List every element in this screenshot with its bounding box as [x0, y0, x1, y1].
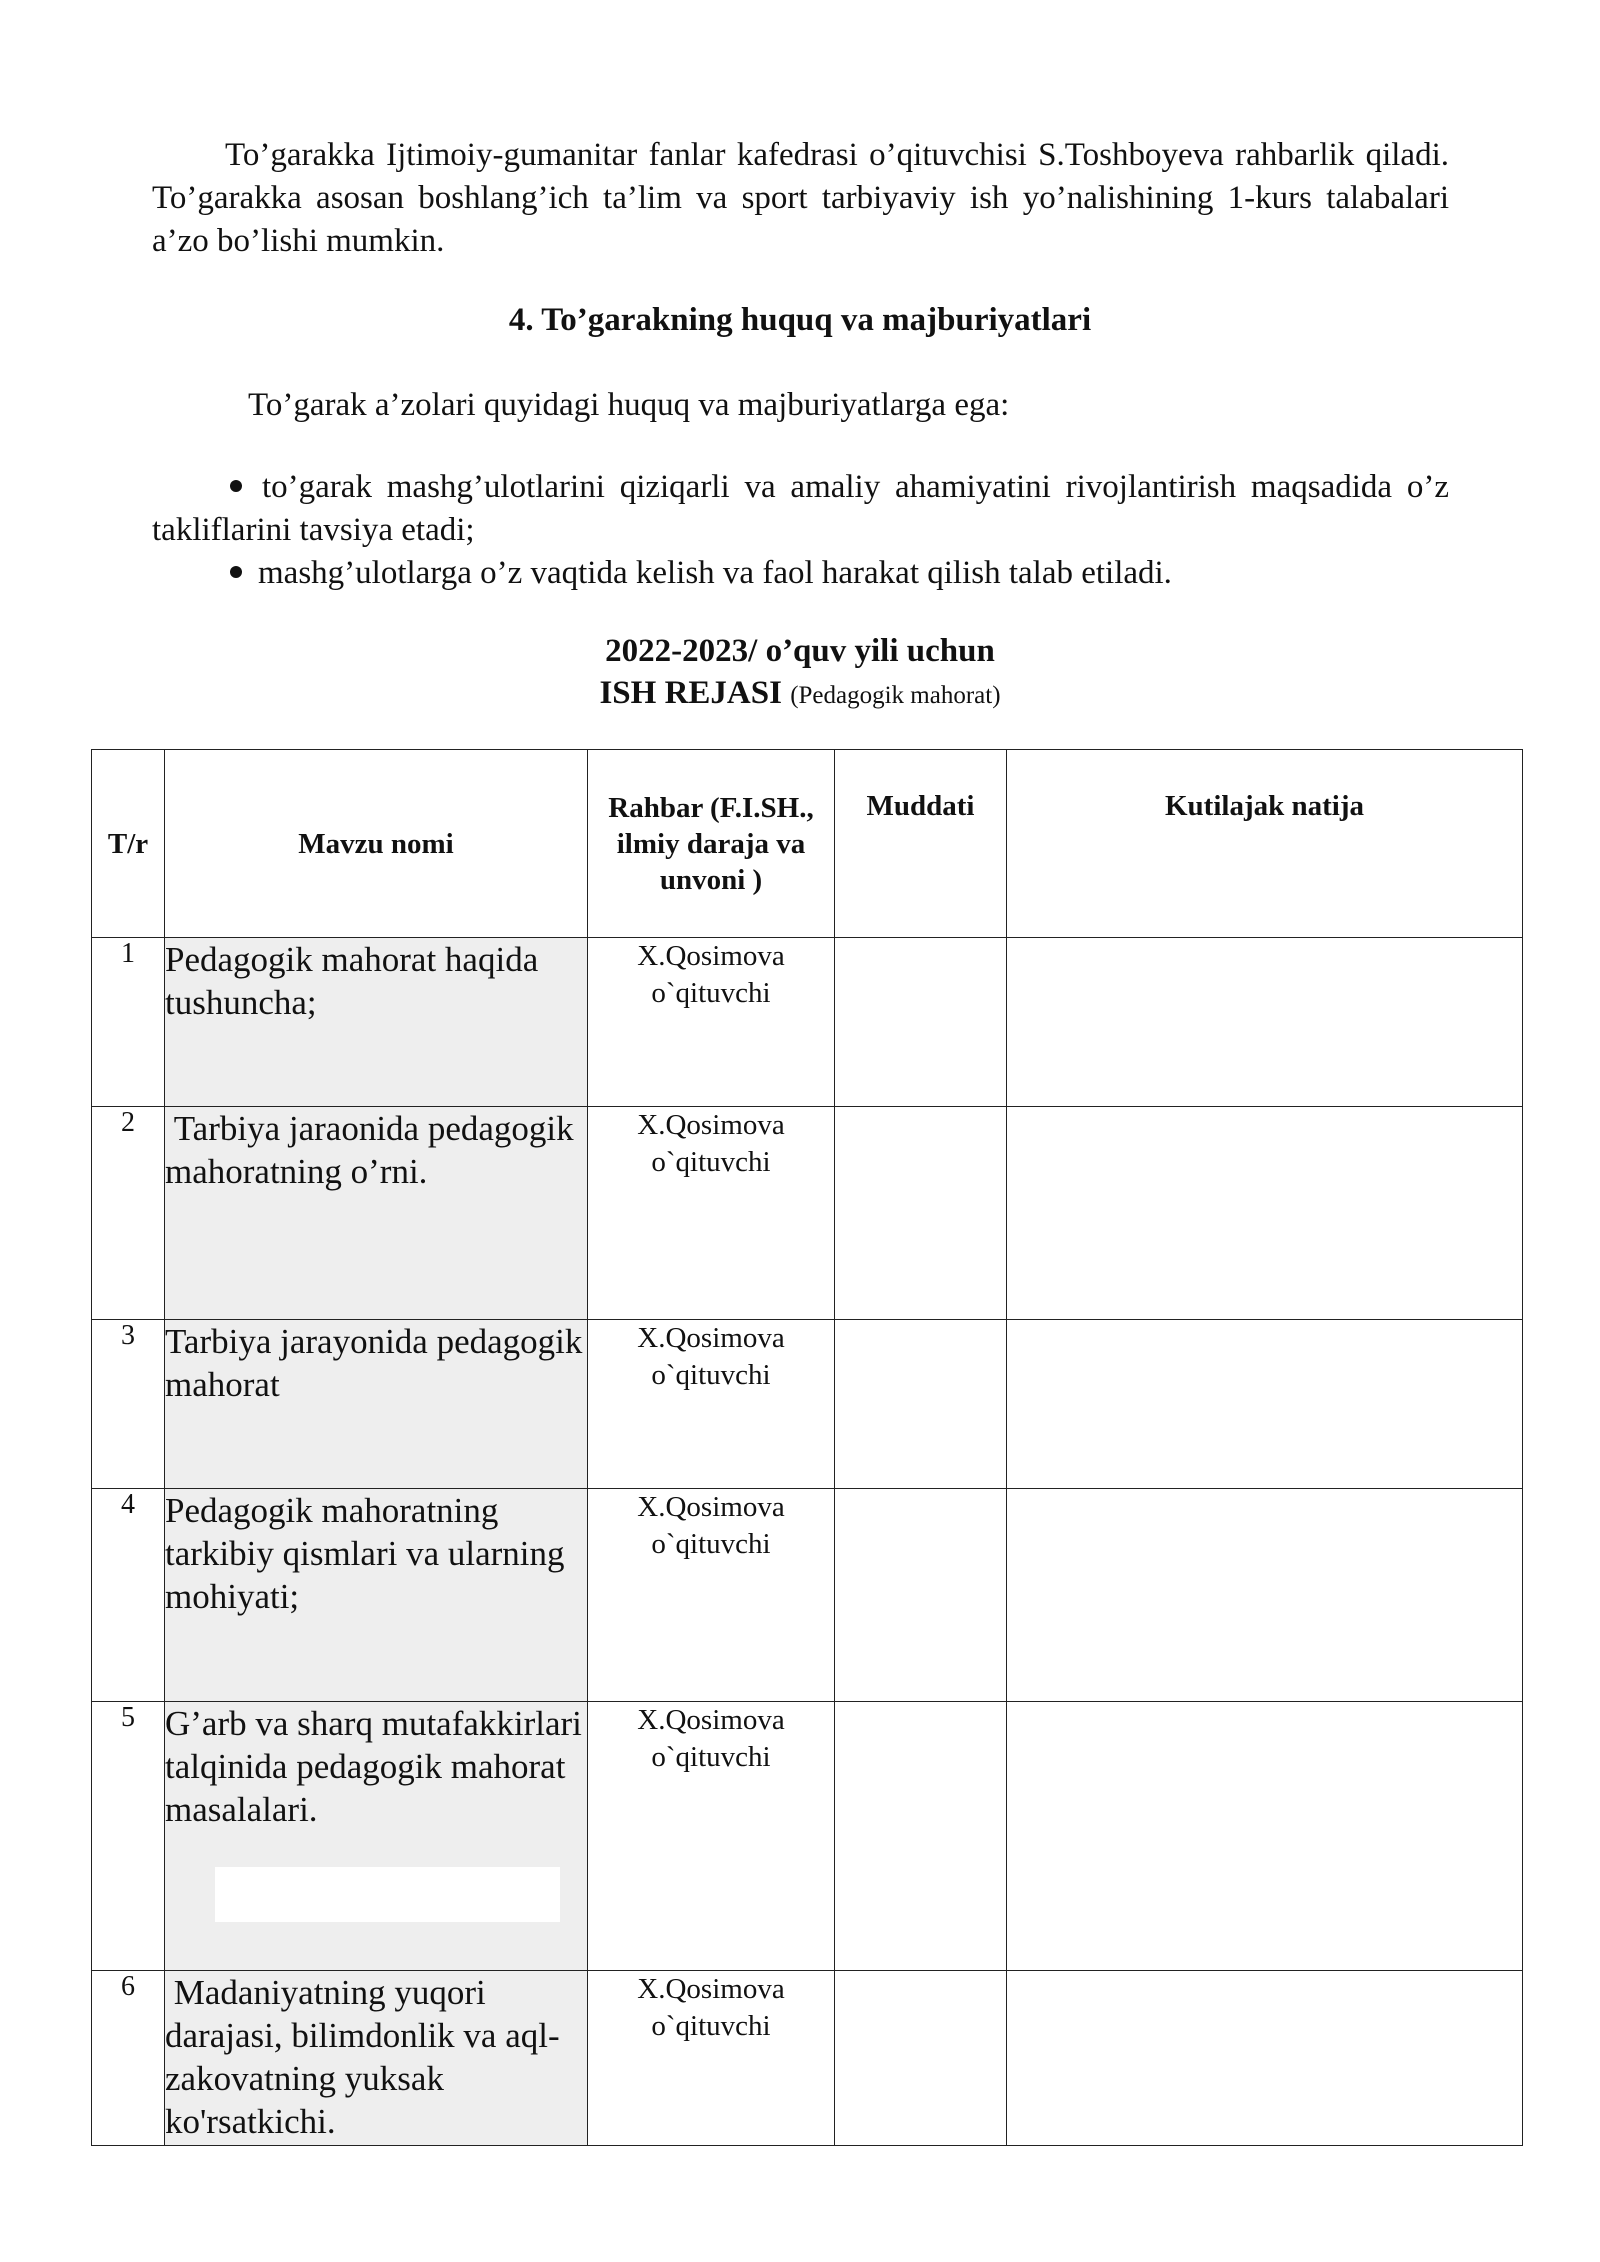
row-result	[1007, 1320, 1523, 1489]
row-topic: G’arb va sharq mutafakkirlari talqinida pedagogik mahorat masalalari.	[165, 1704, 582, 1829]
lead-title: o`qituvchi	[651, 1146, 771, 1178]
row-topic: Tarbiya jarayonida pedagogik mahorat	[165, 1320, 588, 1489]
header-duration: Muddati	[835, 750, 1007, 938]
intro-paragraph: To’garakka Ijtimoiy-gumanitar fanlar kafedrasi o’qituvchisi S.Toshboyeva rahbarlik qiladi. To’garakka asosan boshlang’ich ta’lim va sport tarbiyaviy ish yo’nalishining 1-kurs talabalari a’zo bo’lishi mumkin.	[152, 137, 1449, 259]
row-lead	[588, 1107, 835, 1320]
row-lead	[588, 1702, 835, 1971]
lead-title: o`qituvchi	[651, 1359, 771, 1391]
table-row	[92, 1320, 1523, 1489]
row-duration	[835, 938, 1007, 1107]
table-row	[92, 938, 1523, 1107]
list-item	[152, 552, 1449, 595]
header-num: T/r	[92, 750, 165, 938]
table-row	[92, 1489, 1523, 1702]
row-result	[1007, 1489, 1523, 1702]
row-num: 3	[92, 1320, 165, 1489]
bullet-icon	[230, 480, 242, 492]
plan-title: 2022-2023/ o’quv yili uchun	[605, 633, 995, 669]
lead-name: X.Qosimova	[637, 940, 785, 972]
plan-subtitle	[0, 672, 1600, 717]
row-result	[1007, 1702, 1523, 1971]
lead-name: X.Qosimova	[637, 1704, 785, 1736]
row-topic: Tarbiya jaraonida pedagogik mahoratning o’rni.	[165, 1107, 588, 1320]
row-lead	[588, 1489, 835, 1702]
row-num: 4	[92, 1489, 165, 1702]
header-topic: Mavzu nomi	[165, 750, 588, 938]
header-lead: Rahbar (F.I.SH., ilmiy daraja va unvoni )	[588, 750, 835, 938]
row-lead	[588, 938, 835, 1107]
plan-subtitle-note: (Pedagogik mahorat)	[790, 682, 1001, 709]
row-result	[1007, 938, 1523, 1107]
row-duration	[835, 1107, 1007, 1320]
row-num: 5	[92, 1702, 165, 1971]
table-header-row	[92, 750, 1523, 938]
lead-title: o`qituvchi	[651, 1528, 771, 1560]
header-result: Kutilajak natija	[1007, 750, 1523, 938]
list-item-text: mashg’ulotlarga o’z vaqtida kelish va faol harakat qilish talab etiladi.	[258, 555, 1172, 591]
list-item-text: to’garak mashg’ulotlarini qiziqarli va amaliy ahamiyatini rivojlantirish maqsadida o’z takliflarini tavsiya etadi;	[152, 469, 1449, 548]
rights-intro: To’garak a’zolari quyidagi huquq va majburiyatlarga ega:	[248, 387, 1010, 423]
table-row	[92, 1702, 1523, 1971]
row-topic: Madaniyatning yuqori darajasi, bilimdonlik va aql-zakovatning yuksak ko'rsatkichi.	[165, 1971, 588, 2146]
lead-title: o`qituvchi	[651, 977, 771, 1009]
rights-list	[152, 466, 1449, 595]
lead-name: X.Qosimova	[637, 1322, 785, 1354]
row-num: 2	[92, 1107, 165, 1320]
row-num: 6	[92, 1971, 165, 2146]
row-duration	[835, 1702, 1007, 1971]
row-num: 1	[92, 938, 165, 1107]
row-result	[1007, 1107, 1523, 1320]
row-lead	[588, 1971, 835, 2146]
work-plan-table	[91, 749, 1523, 2146]
lead-name: X.Qosimova	[637, 1109, 785, 1141]
row-topic: Pedagogik mahoratning tarkibiy qismlari va ularning mohiyati;	[165, 1489, 588, 1702]
row-duration	[835, 1971, 1007, 2146]
row-lead	[588, 1320, 835, 1489]
section-heading: 4. To’garakning huquq va majburiyatlari	[508, 302, 1092, 338]
row-topic-cell	[165, 1702, 588, 1971]
row-topic: Pedagogik mahorat haqida tushuncha;	[165, 938, 588, 1107]
row-duration	[835, 1489, 1007, 1702]
table-row	[92, 1971, 1523, 2146]
lead-title: o`qituvchi	[651, 1741, 771, 1773]
blank-patch	[215, 1867, 560, 1922]
lead-name: X.Qosimova	[637, 1491, 785, 1523]
plan-subtitle-main: ISH REJASI	[599, 675, 782, 711]
list-item	[152, 466, 1449, 552]
lead-title: o`qituvchi	[651, 2010, 771, 2042]
table-row	[92, 1107, 1523, 1320]
bullet-icon	[230, 566, 242, 578]
lead-name: X.Qosimova	[637, 1973, 785, 2005]
row-result	[1007, 1971, 1523, 2146]
row-duration	[835, 1320, 1007, 1489]
